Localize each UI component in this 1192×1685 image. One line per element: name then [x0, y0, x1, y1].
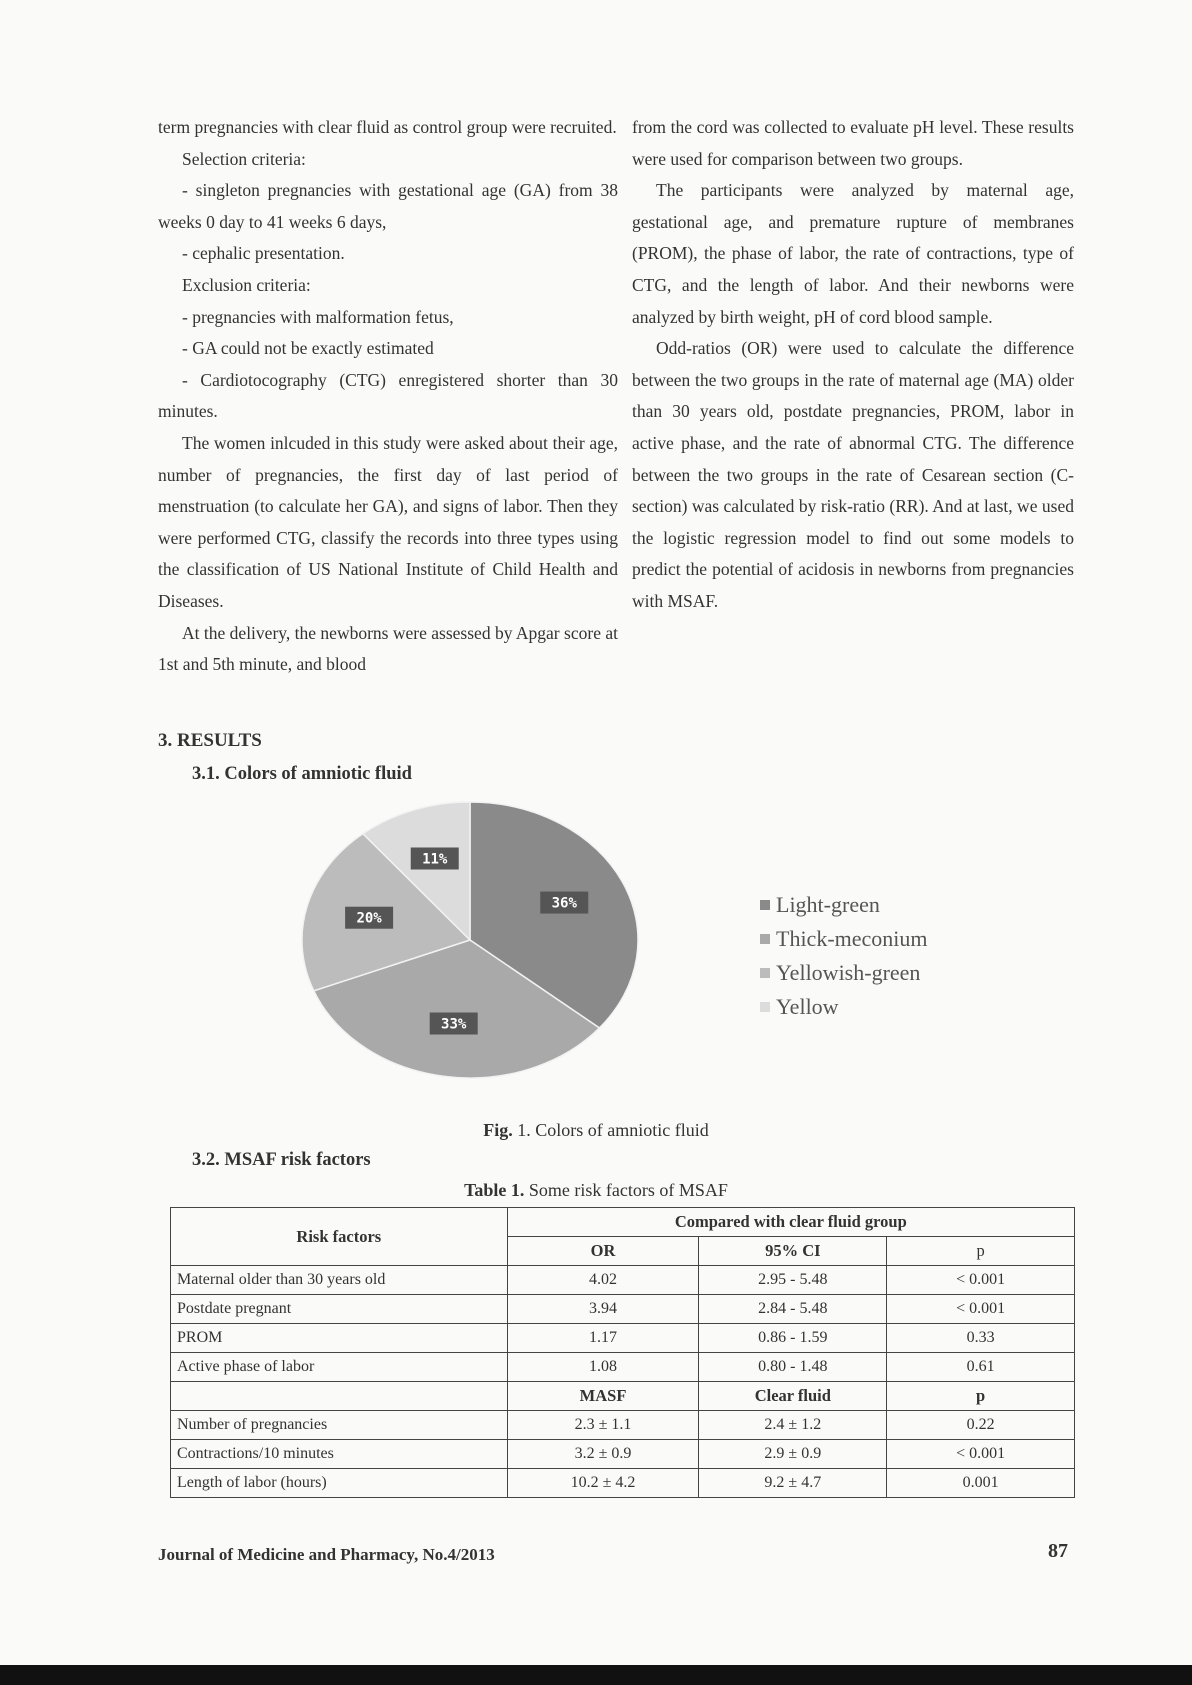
table-cell: p — [887, 1237, 1075, 1266]
pie-data-label: 33% — [441, 1016, 467, 1033]
table-cell — [171, 1382, 508, 1411]
table-cell: 0.001 — [887, 1469, 1075, 1498]
table-cell: 2.9 ± 0.9 — [699, 1440, 887, 1469]
table-cell: < 0.001 — [887, 1440, 1075, 1469]
table-row — [171, 1411, 1075, 1440]
legend-label: Yellow — [776, 994, 839, 1019]
legend-item — [760, 956, 928, 990]
figure-caption-label: Fig. — [483, 1120, 513, 1140]
table-cell: Active phase of labor — [171, 1353, 508, 1382]
pie-data-label: 20% — [356, 910, 382, 927]
table-cell: 0.22 — [887, 1411, 1075, 1440]
pie-chart — [290, 795, 690, 1085]
table-cell: 9.2 ± 4.7 — [699, 1469, 887, 1498]
legend-swatch — [760, 900, 770, 910]
table-cell: Postdate pregnant — [171, 1295, 508, 1324]
table-header-row — [171, 1208, 1075, 1237]
table-row — [171, 1324, 1075, 1353]
table-cell: 2.84 - 5.48 — [699, 1295, 887, 1324]
paragraph: Selection criteria: — [182, 148, 306, 169]
legend-item — [760, 888, 928, 922]
paragraph: - Cardiotocography (CTG) enregistered shorter than 30 minutes. — [158, 369, 618, 422]
paragraph: Exclusion criteria: — [182, 274, 311, 295]
table-cell: Number of pregnancies — [171, 1411, 508, 1440]
table-cell: 0.33 — [887, 1324, 1075, 1353]
table-cell: < 0.001 — [887, 1266, 1075, 1295]
scan-bottom-edge — [0, 1665, 1192, 1685]
table-cell: 3.94 — [507, 1295, 699, 1324]
table-row — [171, 1295, 1075, 1324]
journal-footer: Journal of Medicine and Pharmacy, No.4/2013 — [158, 1545, 495, 1564]
legend-swatch — [760, 934, 770, 944]
paragraph: - pregnancies with malformation fetus, — [182, 306, 454, 327]
table-cell: p — [887, 1382, 1075, 1411]
legend-item — [760, 990, 928, 1024]
table-subheader-row — [171, 1382, 1075, 1411]
section-heading-results: 3. RESULTS — [158, 730, 262, 751]
paragraph: - cephalic presentation. — [182, 243, 345, 264]
table-cell: 0.86 - 1.59 — [699, 1324, 887, 1353]
table-cell: Maternal older than 30 years old — [171, 1266, 508, 1295]
legend-label: Yellowish-green — [776, 960, 921, 985]
left-column — [158, 112, 618, 681]
pie-data-label: 11% — [422, 851, 448, 868]
paragraph: - GA could not be exactly estimated — [182, 338, 434, 359]
table-cell: 2.3 ± 1.1 — [507, 1411, 699, 1440]
paragraph: At the delivery, the newborns were assessed by Apgar score at 1st and 5th minute, and blood — [158, 622, 618, 675]
table-cell: PROM — [171, 1324, 508, 1353]
table-caption — [0, 1180, 1192, 1201]
right-column — [632, 112, 1074, 618]
table-cell: 10.2 ± 4.2 — [507, 1469, 699, 1498]
table-cell: 0.61 — [887, 1353, 1075, 1382]
table-cell: < 0.001 — [887, 1295, 1075, 1324]
table-row — [171, 1469, 1075, 1498]
table-row — [171, 1266, 1075, 1295]
risk-factors-table — [170, 1207, 1075, 1498]
figure-caption-text: 1. Colors of amniotic fluid — [512, 1120, 709, 1140]
legend-label: Thick-meconium — [776, 926, 928, 951]
legend-label: Light-green — [776, 892, 880, 917]
chart-legend — [760, 888, 928, 1024]
figure-caption — [0, 1120, 1192, 1141]
table-cell: 3.2 ± 0.9 — [507, 1440, 699, 1469]
table-cell: 2.4 ± 1.2 — [699, 1411, 887, 1440]
paragraph: from the cord was collected to evaluate pH level. These results were used for comparison between two groups. — [632, 117, 1074, 169]
legend-swatch — [760, 968, 770, 978]
table-caption-label: Table 1. — [464, 1180, 525, 1200]
pie-data-label: 36% — [551, 895, 577, 912]
table-cell: Clear fluid — [699, 1382, 887, 1411]
table-caption-text: Some risk factors of MSAF — [524, 1180, 728, 1200]
subsection-heading-risk: 3.2. MSAF risk factors — [192, 1150, 371, 1170]
table-cell: 1.17 — [507, 1324, 699, 1353]
table-cell: 2.95 - 5.48 — [699, 1266, 887, 1295]
table-cell: 4.02 — [507, 1266, 699, 1295]
table-row — [171, 1440, 1075, 1469]
paragraph: Odd-ratios (OR) were used to calculate the difference between the two groups in the rate of maternal age (MA) older than 30 years old, postdate pregnancies, PROM, labor in active phase, and the rate of abnormal CTG. The difference between the two groups in the rate of Cesarean section (C-section) was calculated by risk-ratio (RR). And at last, we used the logistic regression model to find out some models to predict the potential of acidosis in newborns from pregnancies with MSAF. — [632, 338, 1074, 611]
table-cell: Length of labor (hours) — [171, 1469, 508, 1498]
table-cell: 0.80 - 1.48 — [699, 1353, 887, 1382]
table-cell: OR — [507, 1237, 699, 1266]
legend-swatch — [760, 1002, 770, 1012]
table-row — [171, 1353, 1075, 1382]
table-cell: Risk factors — [171, 1208, 508, 1266]
legend-item — [760, 922, 928, 956]
table-cell: 95% CI — [699, 1237, 887, 1266]
table-cell: MASF — [507, 1382, 699, 1411]
paragraph: The participants were analyzed by maternal age, gestational age, and premature rupture of membranes (PROM), the phase of labor, the rate of contractions, type of CTG, and the length of labor. And their newborns were analyzed by birth weight, pH of cord blood sample. — [632, 180, 1074, 327]
page-number: 87 — [1048, 1540, 1068, 1562]
table-cell: 1.08 — [507, 1353, 699, 1382]
paragraph: The women inlcuded in this study were asked about their age, number of pregnancies, the first day of last period of menstruation (to calculate her GA), and signs of labor. Then they were performed CTG, classify the records into three types using the classification of US National Institute of Child Health and Diseases. — [158, 432, 618, 611]
paragraph: term pregnancies with clear fluid as control group were recruited. — [158, 117, 617, 137]
table-cell: Contractions/10 minutes — [171, 1440, 508, 1469]
table-cell: Compared with clear fluid group — [507, 1208, 1074, 1237]
subsection-heading-colors: 3.1. Colors of amniotic fluid — [192, 764, 412, 784]
paragraph: - singleton pregnancies with gestational age (GA) from 38 weeks 0 day to 41 weeks 6 days, — [158, 180, 618, 232]
